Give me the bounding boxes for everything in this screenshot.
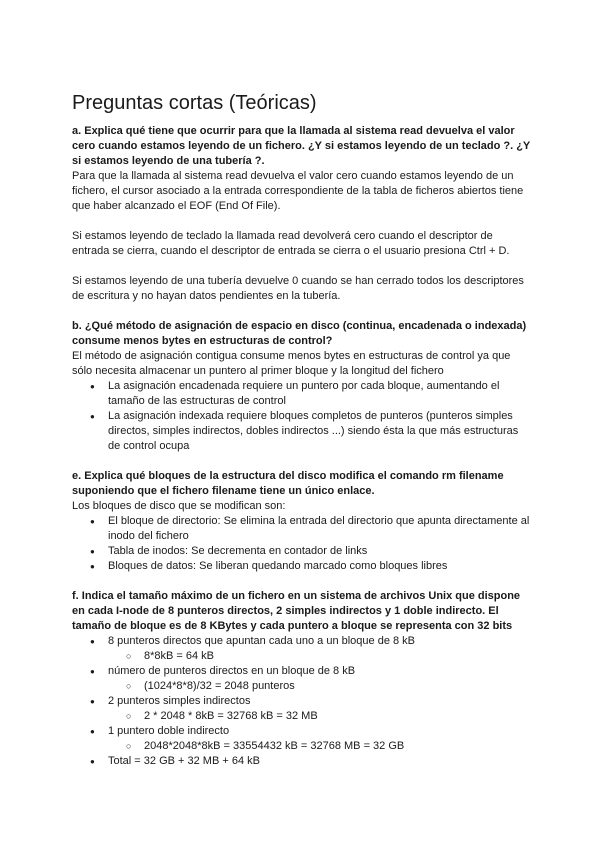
list-item: ● Total = 32 GB + 32 MB + 64 kB	[72, 754, 532, 769]
list-item	[72, 694, 532, 724]
sub-list-item: ○ (1024*8*8)/32 = 2048 punteros	[72, 679, 532, 694]
sub-list-item: ○ 8*8kB = 64 kB	[72, 649, 532, 664]
document-page	[72, 90, 532, 769]
list-item: ● Tabla de inodos: Se decrementa en contador de links	[72, 544, 532, 559]
answer-e-intro: Los bloques de disco que se modifican son:	[72, 500, 286, 512]
sub-list-item: ○ 2048*2048*8kB = 33554432 kB = 32768 MB = 32 GB	[72, 739, 532, 754]
list-item-text: 8 punteros directos que apuntan cada uno a un bloque de 8 kB	[108, 635, 416, 647]
question-f: f. Indica el tamaño máximo de un fichero en un sistema de archivos Unix que dispone en cada I-node de 8 punteros directos, 2 simples indirectos y 1 doble indirecto. El tamaño de bloque es de 8 KBytes y cada puntero a bloque se representa con 32 bits	[72, 590, 521, 632]
list-item: ● El bloque de directorio: Se elimina la entrada del directorio que apunta directamente al inodo del fichero	[72, 514, 532, 544]
list-item: ● La asignación indexada requiere bloques completos de punteros (punteros simples directos, simples indirectos, dobles indirectos ...) siendo ésta la que más estructuras de control ocupa	[72, 409, 532, 454]
list-item: ● La asignación encadenada requiere un puntero por cada bloque, aumentando el tamaño de las estructuras de control	[72, 379, 532, 409]
answer-f-list	[72, 634, 532, 769]
list-item	[72, 664, 532, 694]
sub-list-item: ○ 2 * 2048 * 8kB = 32768 kB = 32 MB	[72, 709, 532, 724]
answer-a-paragraph-3: Si estamos leyendo de una tubería devuelve 0 cuando se han cerrado todos los descriptores de escritura y no hayan datos pendientes en la tubería.	[72, 275, 524, 302]
question-a: a. Explica qué tiene que ocurrir para que la llamada al sistema read devuelva el valor cero cuando estamos leyendo de un fichero. ¿Y si estamos leyendo de un teclado ?. ¿Y si estamos leyendo de una tubería ?.	[72, 125, 531, 167]
answer-a-paragraph-1: Para que la llamada al sistema read devuelva el valor cero cuando estamos leyendo de un fichero, el cursor asociado a la entrada correspondiente de la tabla de ficheros abiertos tiene que haber alcanzado el EOF (End Of File).	[72, 170, 524, 212]
list-item-text: 1 puntero doble indirecto	[108, 725, 230, 737]
answer-b-list	[72, 379, 532, 454]
answer-e-list	[72, 514, 532, 574]
question-e: e. Explica qué bloques de la estructura del disco modifica el comando rm filename suponiendo que el fichero filename tiene un único enlace.	[72, 470, 504, 497]
question-b: b. ¿Qué método de asignación de espacio en disco (continua, encadenada o indexada) consume menos bytes en estructuras de control?	[72, 320, 527, 347]
list-item-text: número de punteros directos en un bloque de 8 kB	[108, 665, 356, 677]
list-item	[72, 724, 532, 754]
list-item: ● Bloques de datos: Se liberan quedando marcado como bloques libres	[72, 559, 532, 574]
list-item	[72, 634, 532, 664]
answer-a-paragraph-2: Si estamos leyendo de teclado la llamada read devolverá cero cuando el descriptor de entrada se cierra, cuando el descriptor de entrada se cierra o el usuario presiona Ctrl + D.	[72, 230, 510, 257]
answer-b-intro: El método de asignación contigua consume menos bytes en estructuras de control ya que sólo necesita almacenar un puntero al primer bloque y la longitud del fichero	[72, 350, 511, 377]
list-item-text: 2 punteros simples indirectos	[108, 695, 251, 707]
page-title: Preguntas cortas (Teóricas)	[72, 92, 317, 114]
